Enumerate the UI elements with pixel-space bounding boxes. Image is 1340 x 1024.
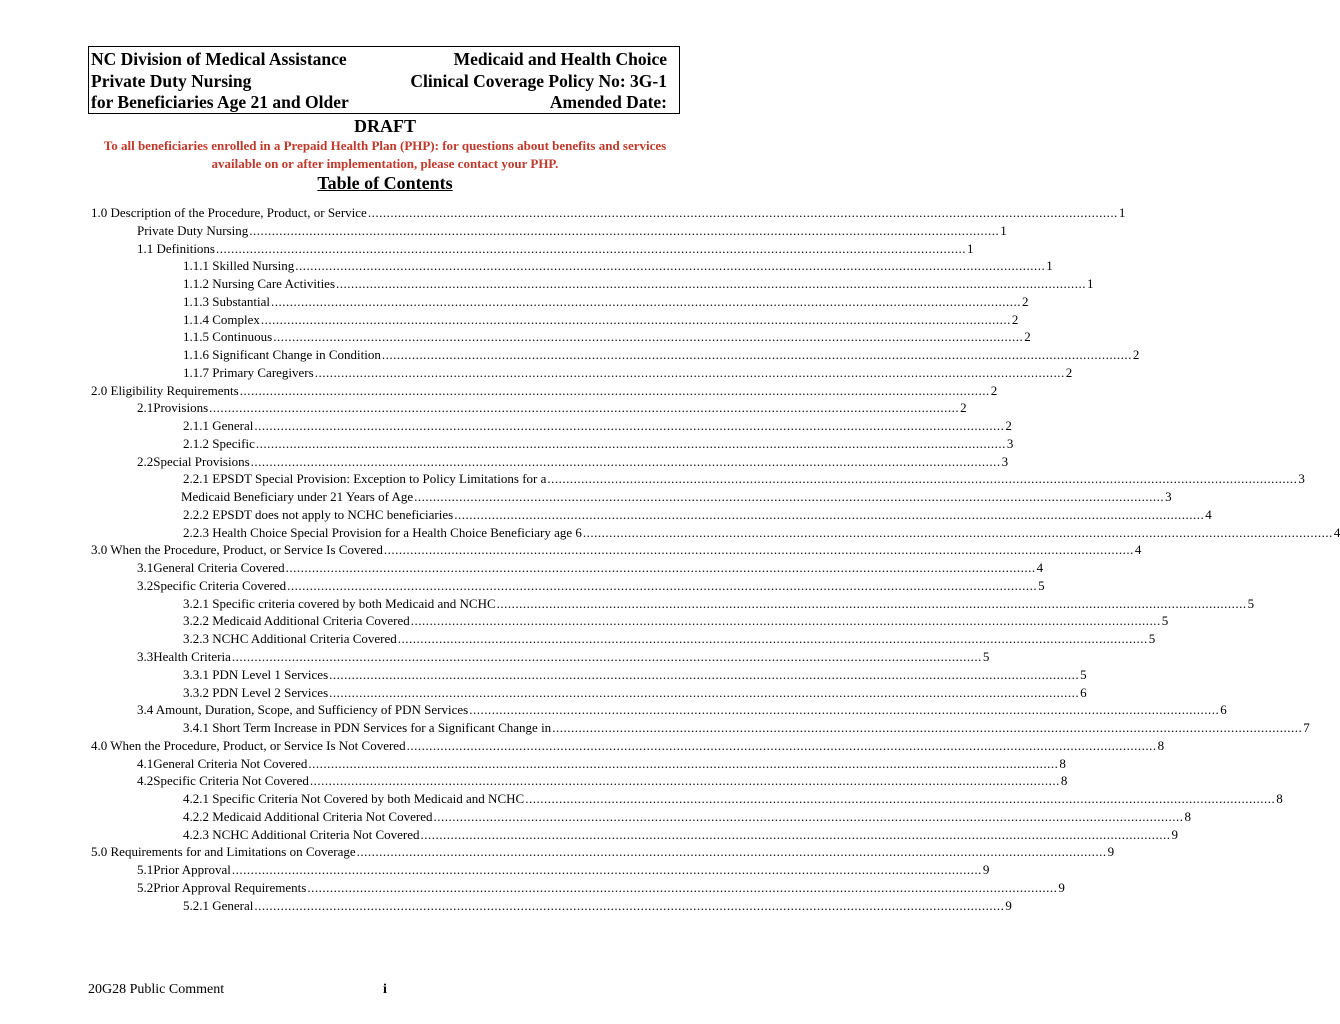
toc-entry-label: General Criteria Not Covered: [153, 755, 308, 771]
toc-dot-leader: ........................................................................................................................................................................................................: [309, 773, 1060, 789]
toc-dot-leader: ........................................................................................................................................................................................................: [329, 684, 1080, 700]
toc-entry-page: 5: [982, 649, 990, 664]
toc-entry-number: 5.2: [137, 879, 154, 895]
toc-entry-label: 2.2.3 Health Choice Special Provision for a Health Choice Beneficiary age 6: [183, 524, 582, 540]
toc-dot-leader: ........................................................................................................................................................................................................: [285, 560, 1036, 576]
header-right-block: [410, 49, 667, 114]
draft-label: DRAFT: [354, 116, 416, 136]
toc-entry-number: 2.1: [137, 400, 154, 416]
toc-entry-page: 9: [1005, 897, 1012, 913]
toc-entry-page: 4: [1134, 542, 1142, 558]
toc-dot-leader: ........................................................................................................................................................................................................: [255, 435, 1006, 451]
toc-entry[interactable]: [183, 346, 1140, 364]
toc-entry-page: 4: [1205, 506, 1212, 522]
toc-entry-label: 1.1.4 Complex: [183, 311, 260, 327]
toc-entry[interactable]: [183, 257, 1053, 275]
toc-entry-label: 2.1.2 Specific: [183, 435, 255, 451]
toc-entry[interactable]: [183, 470, 1305, 488]
toc-dot-leader: ........................................................................................................................................................................................................: [454, 506, 1205, 522]
toc-entry-page: 5: [1080, 666, 1087, 682]
toc-entry-page: 5: [1161, 613, 1169, 629]
toc-entry-page: 5: [1247, 595, 1255, 611]
toc-dot-leader: ........................................................................................................................................................................................................: [383, 542, 1134, 558]
toc-entry[interactable]: [137, 240, 974, 258]
header-beneficiaries: for Beneficiaries Age 21 and Older: [91, 92, 349, 112]
header-policy-number: Clinical Coverage Policy No: 3G-1: [410, 70, 667, 91]
toc-dot-leader: ........................................................................................................................................................................................................: [582, 524, 1333, 540]
toc-entry-page: 9: [982, 862, 990, 878]
toc-entry-label: 1.1.3 Substantial: [183, 293, 271, 309]
toc-entry-label: Special Provisions: [153, 453, 250, 469]
toc-entry[interactable]: [183, 417, 1012, 435]
toc-entry[interactable]: [183, 684, 1087, 702]
toc-dot-leader: ........................................................................................................................................................................................................: [249, 222, 1000, 238]
policy-header-box: [88, 46, 680, 114]
toc-entry[interactable]: [183, 719, 1310, 737]
toc-entry[interactable]: [91, 541, 1142, 559]
toc-entry[interactable]: [183, 524, 1340, 542]
toc-entry-label: 3.4 Amount, Duration, Scope, and Sufficiency of PDN Services: [137, 702, 469, 718]
toc-entry[interactable]: [137, 399, 967, 417]
toc-entry[interactable]: [183, 506, 1212, 524]
toc-entry-page: 2: [1005, 418, 1012, 434]
toc-entry-page: 8: [1059, 755, 1066, 771]
toc-entry-page: 3: [1001, 453, 1009, 469]
toc-dot-leader: ........................................................................................................................................................................................................: [329, 666, 1080, 682]
toc-entry-label: 3.4.1 Short Term Increase in PDN Services for a Significant Change in: [183, 720, 552, 736]
toc-entry-label: Prior Approval Requirements: [153, 879, 307, 895]
toc-entry[interactable]: [137, 453, 1009, 471]
toc-dot-leader: ........................................................................................................................................................................................................: [397, 631, 1148, 647]
header-program: Private Duty Nursing: [91, 70, 252, 91]
toc-entry[interactable]: [183, 595, 1255, 613]
toc-dot-leader: ........................................................................................................................................................................................................: [336, 276, 1087, 292]
toc-entry-label: 3.2.3 NCHC Additional Criteria Covered: [183, 631, 397, 647]
toc-dot-leader: ........................................................................................................................................................................................................: [433, 808, 1184, 824]
toc-entry-page: 2: [1011, 311, 1019, 327]
toc-entry[interactable]: [91, 843, 1115, 861]
toc-dot-leader: ........................................................................................................................................................................................................: [496, 595, 1247, 611]
toc-entry-page: 1: [1118, 205, 1126, 220]
toc-entry[interactable]: [183, 275, 1094, 293]
toc-title: Table of Contents: [317, 173, 453, 193]
toc-dot-leader: ........................................................................................................................................................................................................: [406, 737, 1157, 753]
toc-entry-label: 3.3.1 PDN Level 1 Services: [183, 666, 329, 682]
toc-entry-label: 5.2.1 General: [183, 897, 254, 913]
php-notice: To all beneficiaries enrolled in a Prepaid Health Plan (PHP): for questions about benefits and services available on or after implementation, please contact your PHP.: [103, 138, 667, 171]
toc-dot-leader: ........................................................................................................................................................................................................: [469, 702, 1220, 718]
toc-entry-label: Health Criteria: [153, 649, 231, 664]
footer-page-number: i: [383, 982, 387, 997]
toc-entry-label: Medicaid Beneficiary under 21 Years of Age: [181, 489, 414, 505]
toc-entry-label: 1.1.1 Skilled Nursing: [183, 258, 295, 274]
toc-entry-page: 9: [1171, 826, 1179, 842]
toc-dot-leader: ........................................................................................................................................................................................................: [356, 844, 1107, 860]
toc-dot-leader: ........................................................................................................................................................................................................: [254, 418, 1005, 434]
toc-entry-label: 1.1.2 Nursing Care Activities: [183, 276, 336, 292]
toc-entry[interactable]: [137, 879, 1065, 897]
toc-entry[interactable]: [183, 293, 1029, 311]
toc-entry-page: 8: [1157, 737, 1165, 753]
toc-entry[interactable]: [183, 808, 1191, 826]
toc-entry[interactable]: [183, 790, 1283, 808]
toc-entry-number: 3.3: [137, 649, 154, 664]
toc-entry-label: Provisions: [153, 400, 209, 416]
toc-entry[interactable]: [137, 772, 1068, 790]
toc-entry[interactable]: [91, 204, 1126, 222]
toc-entry-page: 5: [1148, 631, 1156, 647]
toc-dot-leader: ........................................................................................................................................................................................................: [273, 329, 1024, 345]
toc-entry-label: Private Duty Nursing: [137, 222, 249, 238]
toc-entry[interactable]: [183, 826, 1179, 844]
toc-dot-leader: ........................................................................................................................................................................................................: [547, 471, 1298, 487]
header-amended-date: Amended Date:: [549, 92, 667, 112]
toc-entry-label: 3.2.1 Specific criteria covered by both Medicaid and NCHC: [183, 595, 496, 611]
toc-entry[interactable]: [181, 488, 1172, 506]
toc-entry-page: 2: [1022, 293, 1029, 309]
toc-dot-leader: ........................................................................................................................................................................................................: [414, 489, 1165, 505]
toc-dot-leader: ........................................................................................................................................................................................................: [216, 240, 966, 256]
toc-entry-label: 1.1.7 Primary Caregivers: [183, 364, 314, 380]
toc-entry[interactable]: [183, 612, 1169, 630]
toc-entry[interactable]: [91, 737, 1165, 755]
toc-entry[interactable]: [137, 648, 990, 666]
toc-entry-page: 8: [1184, 808, 1191, 824]
toc-entry-page: 5: [1038, 577, 1045, 593]
toc-entry-label: 3.0 When the Procedure, Product, or Service Is Covered: [91, 542, 383, 558]
toc-entry[interactable]: [137, 701, 1227, 719]
toc-dot-leader: ........................................................................................................................................................................................................: [209, 400, 960, 416]
toc-entry[interactable]: [183, 435, 1014, 453]
toc-entry-label: 4.2.2 Medicaid Additional Criteria Not Covered: [183, 808, 433, 824]
toc-dot-leader: ........................................................................................................................................................................................................: [271, 293, 1022, 309]
toc-entry-page: 1: [1000, 222, 1007, 238]
header-program-type: Medicaid and Health Choice: [453, 49, 667, 69]
toc-entry-page: 3: [1298, 471, 1305, 487]
toc-entry-label: 1.1 Definitions: [137, 240, 215, 256]
toc-dot-leader: ........................................................................................................................................................................................................: [250, 453, 1001, 469]
toc-dot-leader: ........................................................................................................................................................................................................: [307, 879, 1058, 895]
toc-dot-leader: ........................................................................................................................................................................................................: [254, 897, 1005, 913]
toc-entry[interactable]: [183, 311, 1019, 329]
toc-entry-page: 2: [990, 382, 998, 398]
toc-entry-label: 2.2.2 EPSDT does not apply to NCHC beneficiaries: [183, 506, 454, 522]
toc-entry-label: 3.2.2 Medicaid Additional Criteria Covered: [183, 613, 410, 629]
toc-entry-label: 4.2.1 Specific Criteria Not Covered by both Medicaid and NCHC: [183, 791, 525, 807]
toc-entry-page: 4: [1333, 524, 1340, 540]
toc-entry-label: 3.3.2 PDN Level 2 Services: [183, 684, 329, 700]
toc-entry-page: 6: [1080, 684, 1087, 700]
toc-entry[interactable]: [183, 328, 1031, 346]
toc-entry-page: 8: [1276, 791, 1283, 807]
toc-entry-page: 7: [1303, 720, 1310, 736]
toc-entry-label: Prior Approval: [153, 862, 231, 878]
toc-entry-number: 2.2: [137, 453, 154, 469]
toc-entry-number: 3.1: [137, 560, 154, 576]
toc-entry[interactable]: [137, 861, 990, 879]
toc-entry-label: 2.2.1 EPSDT Special Provision: Exception to Policy Limitations for a: [183, 471, 547, 487]
toc-entry-number: 4.2: [137, 773, 154, 789]
toc-entry-page: 8: [1060, 773, 1068, 789]
toc-entry-label: 4.0 When the Procedure, Product, or Service Is Not Covered: [91, 737, 406, 753]
toc-entry-page: 2: [1065, 364, 1073, 380]
toc-entry-page: 6: [1220, 702, 1227, 718]
toc-dot-leader: ........................................................................................................................................................................................................: [420, 826, 1171, 842]
toc-entry-page: 2: [1132, 347, 1140, 363]
header-left-block: [91, 49, 349, 114]
toc-dot-leader: ........................................................................................................................................................................................................: [295, 258, 1046, 274]
toc-entry[interactable]: [137, 222, 1007, 240]
toc-entry[interactable]: [183, 666, 1087, 684]
toc-entry-page: 3: [1165, 489, 1172, 505]
toc-entry-page: 2: [1024, 329, 1031, 345]
toc-dot-leader: ........................................................................................................................................................................................................: [410, 613, 1161, 629]
toc-entry[interactable]: [137, 577, 1045, 595]
toc-dot-leader: ........................................................................................................................................................................................................: [231, 649, 982, 664]
toc-entry-page: 1: [1046, 258, 1053, 274]
toc-entry[interactable]: [183, 630, 1156, 648]
toc-entry-label: 2.0 Eligibility Requirements: [91, 382, 239, 398]
toc-dot-leader: ........................................................................................................................................................................................................: [260, 311, 1011, 327]
toc-entry-label: 1.1.6 Significant Change in Condition: [183, 347, 381, 363]
toc-entry-label: General Criteria Covered: [153, 560, 285, 576]
toc-entry-label: 4.2.3 NCHC Additional Criteria Not Covered: [183, 826, 420, 842]
toc-dot-leader: ........................................................................................................................................................................................................: [287, 577, 1038, 593]
footer-comment-label: 20G28 Public Comment: [88, 982, 225, 997]
toc-entry[interactable]: [91, 382, 998, 400]
toc-dot-leader: ........................................................................................................................................................................................................: [525, 791, 1276, 807]
toc-dot-leader: ........................................................................................................................................................................................................: [231, 862, 982, 878]
toc-entry-number: 5.1: [137, 862, 154, 878]
toc-entry-label: 1.1.5 Continuous: [183, 329, 273, 345]
toc-dot-leader: ........................................................................................................................................................................................................: [314, 364, 1065, 380]
toc-entry-page: 2: [960, 400, 967, 416]
toc-dot-leader: ........................................................................................................................................................................................................: [552, 720, 1303, 736]
toc-entry-page: 3: [1006, 435, 1014, 451]
toc-entry-page: 9: [1058, 879, 1065, 895]
toc-entry-page: 4: [1036, 560, 1044, 576]
toc-entry-label: Specific Criteria Not Covered: [153, 773, 309, 789]
toc-entry-number: 4.1: [137, 755, 154, 771]
toc-dot-leader: ........................................................................................................................................................................................................: [308, 755, 1059, 771]
toc-entry[interactable]: [183, 897, 1012, 915]
toc-dot-leader: ........................................................................................................................................................................................................: [367, 205, 1118, 220]
toc-entry-page: 9: [1107, 844, 1115, 860]
toc-entry-page: 1: [1087, 276, 1094, 292]
toc-entry-number: 3.2: [137, 577, 154, 593]
toc-dot-leader: ........................................................................................................................................................................................................: [239, 382, 990, 398]
toc-entry-label: Specific Criteria Covered: [153, 577, 287, 593]
header-division: NC Division of Medical Assistance: [91, 49, 347, 69]
toc-entry-label: 2.1.1 General: [183, 418, 254, 434]
toc-dot-leader: ........................................................................................................................................................................................................: [381, 347, 1132, 363]
toc-entry-label: 1.0 Description of the Procedure, Product, or Service: [91, 205, 367, 220]
toc-entry-page: 1: [967, 240, 974, 256]
toc-entry[interactable]: [137, 559, 1044, 577]
toc-entry[interactable]: [183, 364, 1073, 382]
toc-entry-label: 5.0 Requirements for and Limitations on Coverage: [91, 844, 356, 860]
toc-entry[interactable]: [137, 755, 1066, 773]
